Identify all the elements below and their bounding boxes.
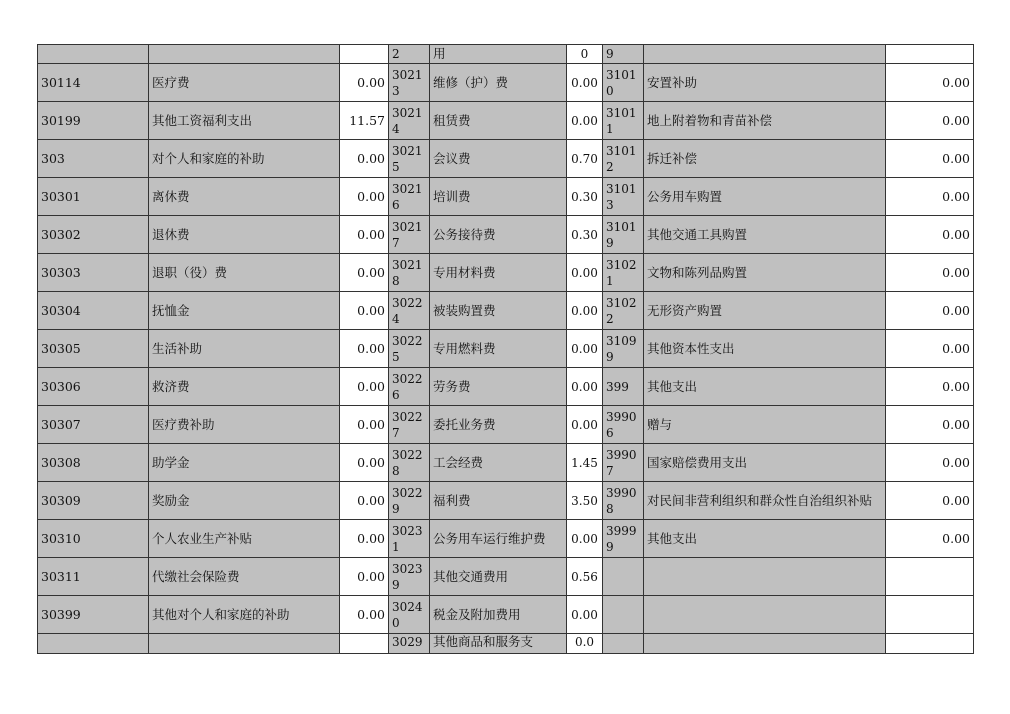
cell-amount-right: 0.00 [886,444,974,482]
cell-amount-middle: 0.00 [567,330,603,368]
cell-name-left: 医疗费 [149,64,340,102]
cell-name-right: 安置补助 [644,64,886,102]
cell-amount-left: 0.00 [340,444,389,482]
cell-amount-left: 0.00 [340,520,389,558]
cell-code-middle: 30224 [389,292,430,330]
cell-name-middle: 租赁费 [430,102,567,140]
cell-amount-middle: 0.00 [567,406,603,444]
cell-amount-middle: 0.0 [567,634,603,654]
cell-name-right [644,558,886,596]
cell-name-right: 文物和陈列品购置 [644,254,886,292]
cell-name-left: 助学金 [149,444,340,482]
cell-code-middle: 30229 [389,482,430,520]
cell-amount-middle: 3.50 [567,482,603,520]
cell-name-right: 拆迁补偿 [644,140,886,178]
cell-code-right: 31019 [603,216,644,254]
table-row [38,216,974,254]
cell-amount-right: 0.00 [886,292,974,330]
cell-code-left: 30309 [38,482,149,520]
table-row [38,596,974,634]
cell-amount-middle: 0.00 [567,102,603,140]
cell-name-right: 公务用车购置 [644,178,886,216]
cell-amount-left: 0.00 [340,216,389,254]
cell-name-middle: 专用材料费 [430,254,567,292]
cell-amount-right: 0.00 [886,368,974,406]
cell-code-left: 30305 [38,330,149,368]
cell-name-middle: 专用燃料费 [430,330,567,368]
table-row [38,178,974,216]
cell-code-middle: 30231 [389,520,430,558]
cell-name-right: 无形资产购置 [644,292,886,330]
cell-name-right: 其他支出 [644,368,886,406]
cell-name-right: 国家赔偿费用支出 [644,444,886,482]
cell-amount-left: 0.00 [340,140,389,178]
cell-code-right: 39908 [603,482,644,520]
cell-name-left: 救济费 [149,368,340,406]
cell-name-left: 对个人和家庭的补助 [149,140,340,178]
cell-amount-middle: 0 [567,45,603,64]
cell-amount-right: 0.00 [886,254,974,292]
cell-code-left: 30199 [38,102,149,140]
cell-amount-left: 0.00 [340,292,389,330]
cell-name-left: 其他对个人和家庭的补助 [149,596,340,634]
cell-name-middle: 其他商品和服务支 [430,634,567,654]
cell-code-left [38,45,149,64]
cell-name-right: 其他资本性支出 [644,330,886,368]
cell-name-left: 退职（役）费 [149,254,340,292]
expenditure-table [37,44,974,654]
cell-amount-left: 0.00 [340,254,389,292]
cell-name-right [644,596,886,634]
cell-name-left: 离休费 [149,178,340,216]
cell-amount-middle: 0.56 [567,558,603,596]
cell-amount-middle: 0.30 [567,178,603,216]
cell-code-middle: 30217 [389,216,430,254]
cell-code-right: 9 [603,45,644,64]
cell-amount-left: 0.00 [340,406,389,444]
table-row [38,520,974,558]
cell-name-right: 对民间非营利组织和群众性自治组织补贴 [644,482,886,520]
cell-amount-middle: 0.00 [567,596,603,634]
cell-amount-right: 0.00 [886,64,974,102]
cell-code-middle: 30240 [389,596,430,634]
cell-amount-right: 0.00 [886,102,974,140]
table-row [38,482,974,520]
cell-amount-right: 0.00 [886,178,974,216]
cell-name-right: 其他交通工具购置 [644,216,886,254]
cell-code-middle: 30226 [389,368,430,406]
cell-code-right: 39906 [603,406,644,444]
cell-amount-middle: 0.00 [567,64,603,102]
cell-name-middle: 公务接待费 [430,216,567,254]
cell-code-left [38,634,149,654]
cell-name-middle: 委托业务费 [430,406,567,444]
cell-amount-right [886,634,974,654]
cell-amount-left: 0.00 [340,596,389,634]
table-row [38,444,974,482]
cell-name-middle: 维修（护）费 [430,64,567,102]
table-row [38,368,974,406]
cell-code-left: 30307 [38,406,149,444]
cell-name-left [149,634,340,654]
table-row [38,64,974,102]
cell-amount-middle: 0.00 [567,292,603,330]
cell-name-left: 退休费 [149,216,340,254]
cell-code-right: 31010 [603,64,644,102]
table-row [38,634,974,654]
cell-code-middle: 30213 [389,64,430,102]
cell-code-right: 31099 [603,330,644,368]
cell-amount-right [886,596,974,634]
cell-amount-middle: 0.00 [567,520,603,558]
cell-amount-right [886,45,974,64]
cell-amount-middle: 0.00 [567,254,603,292]
cell-amount-right: 0.00 [886,330,974,368]
cell-name-middle: 劳务费 [430,368,567,406]
table-row [38,558,974,596]
cell-code-middle: 30215 [389,140,430,178]
cell-amount-left: 11.57 [340,102,389,140]
cell-name-left: 个人农业生产补贴 [149,520,340,558]
table-body [38,45,974,654]
cell-amount-right: 0.00 [886,216,974,254]
cell-amount-right: 0.00 [886,406,974,444]
cell-name-middle: 被装购置费 [430,292,567,330]
cell-amount-right: 0.00 [886,520,974,558]
cell-amount-left: 0.00 [340,558,389,596]
cell-code-left: 30310 [38,520,149,558]
cell-name-left: 其他工资福利支出 [149,102,340,140]
table-row [38,140,974,178]
cell-amount-left: 0.00 [340,482,389,520]
cell-amount-right [886,558,974,596]
cell-name-left: 抚恤金 [149,292,340,330]
table-row [38,102,974,140]
cell-name-left [149,45,340,64]
cell-amount-right: 0.00 [886,140,974,178]
cell-name-middle: 工会经费 [430,444,567,482]
cell-code-right: 31022 [603,292,644,330]
cell-code-left: 30308 [38,444,149,482]
cell-code-left: 30306 [38,368,149,406]
cell-amount-left: 0.00 [340,330,389,368]
cell-amount-left: 0.00 [340,64,389,102]
cell-name-right [644,634,886,654]
cell-code-right: 31011 [603,102,644,140]
cell-name-middle: 其他交通费用 [430,558,567,596]
cell-name-middle: 培训费 [430,178,567,216]
cell-amount-left [340,634,389,654]
cell-code-left: 30399 [38,596,149,634]
cell-code-left: 303 [38,140,149,178]
cell-code-left: 30311 [38,558,149,596]
cell-amount-middle: 1.45 [567,444,603,482]
cell-amount-left: 0.00 [340,368,389,406]
cell-code-right: 39999 [603,520,644,558]
table-row [38,406,974,444]
cell-code-right: 31021 [603,254,644,292]
cell-name-right: 其他支出 [644,520,886,558]
cell-name-right [644,45,886,64]
cell-code-left: 30302 [38,216,149,254]
cell-name-middle: 会议费 [430,140,567,178]
cell-code-right: 31013 [603,178,644,216]
cell-code-left: 30301 [38,178,149,216]
table-row [38,254,974,292]
cell-code-middle: 30239 [389,558,430,596]
cell-name-right: 赠与 [644,406,886,444]
cell-code-middle: 30227 [389,406,430,444]
cell-name-middle: 税金及附加费用 [430,596,567,634]
table-row [38,330,974,368]
cell-name-middle: 用 [430,45,567,64]
cell-code-right: 31012 [603,140,644,178]
cell-code-right: 399 [603,368,644,406]
cell-code-left: 30304 [38,292,149,330]
cell-amount-right: 0.00 [886,482,974,520]
cell-name-middle: 福利费 [430,482,567,520]
cell-code-right: 39907 [603,444,644,482]
cell-amount-left [340,45,389,64]
cell-code-right [603,634,644,654]
cell-code-right [603,596,644,634]
cell-amount-left: 0.00 [340,178,389,216]
cell-code-left: 30303 [38,254,149,292]
cell-code-middle: 30216 [389,178,430,216]
cell-code-middle: 30228 [389,444,430,482]
cell-code-middle: 30225 [389,330,430,368]
cell-code-middle: 3029 [389,634,430,654]
cell-code-left: 30114 [38,64,149,102]
cell-name-middle: 公务用车运行维护费 [430,520,567,558]
cell-amount-middle: 0.70 [567,140,603,178]
cell-name-left: 医疗费补助 [149,406,340,444]
cell-code-middle: 30218 [389,254,430,292]
cell-name-left: 奖励金 [149,482,340,520]
cell-amount-middle: 0.30 [567,216,603,254]
cell-amount-middle: 0.00 [567,368,603,406]
cell-name-right: 地上附着物和青苗补偿 [644,102,886,140]
cell-code-middle: 2 [389,45,430,64]
cell-code-right [603,558,644,596]
cell-code-middle: 30214 [389,102,430,140]
cell-name-left: 生活补助 [149,330,340,368]
cell-name-left: 代缴社会保险费 [149,558,340,596]
table-row [38,292,974,330]
table-row [38,45,974,64]
